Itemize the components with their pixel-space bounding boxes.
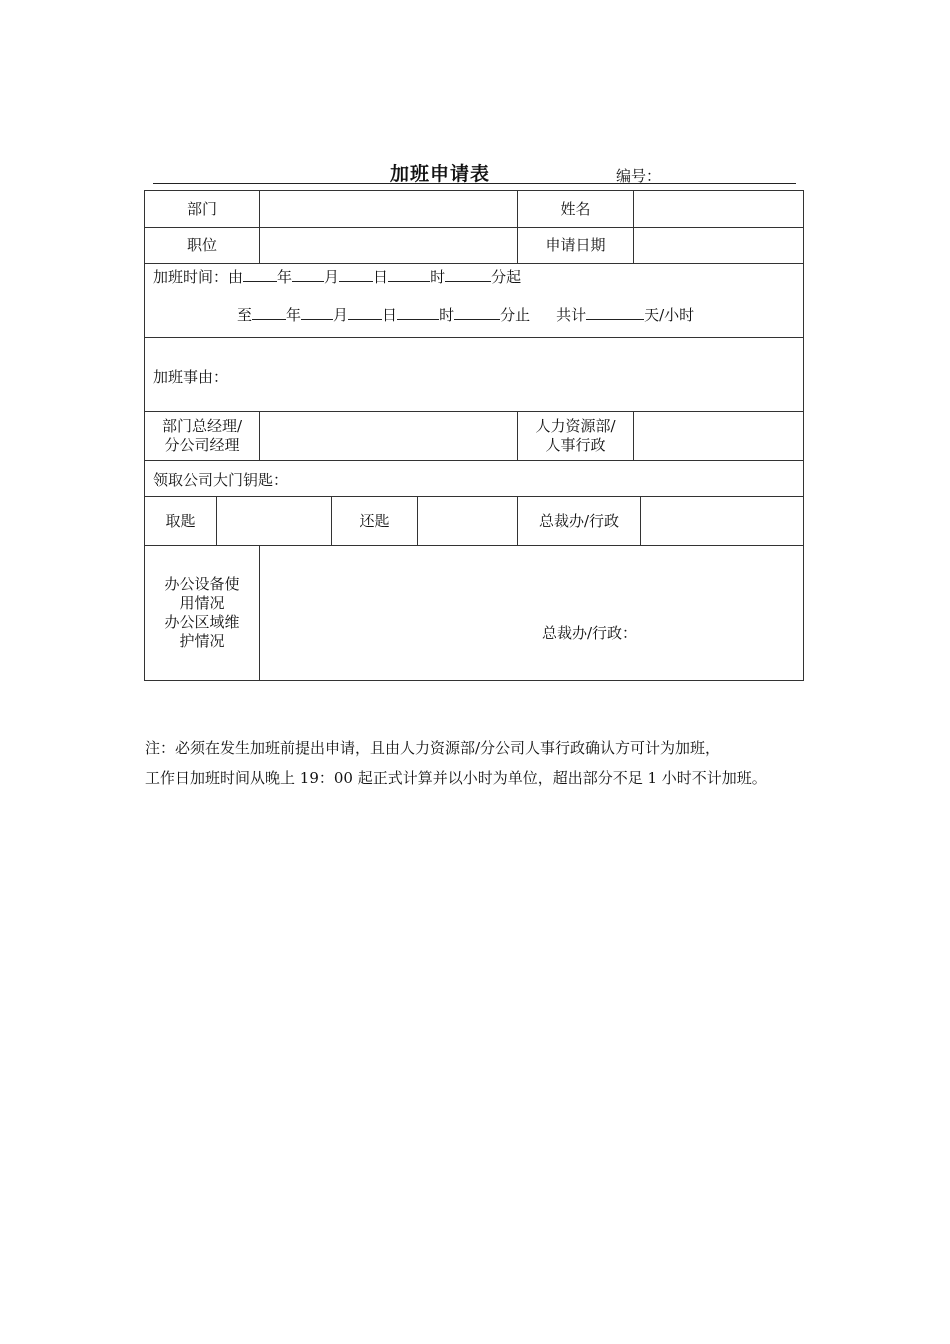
end-minute-blank[interactable] — [454, 305, 500, 320]
start-hour-blank[interactable] — [388, 267, 430, 282]
day-unit: 日 — [382, 306, 398, 324]
take-key-field[interactable] — [217, 497, 332, 545]
total-label: 共计 — [556, 306, 587, 324]
department-label: 部门 — [145, 191, 260, 227]
row-equipment — [145, 546, 803, 680]
overtime-form-table — [144, 190, 804, 681]
hour-unit: 时 — [430, 268, 446, 286]
end-hour-blank[interactable] — [397, 305, 439, 320]
position-label: 职位 — [145, 228, 260, 263]
row-approvals — [145, 412, 803, 461]
name-label: 姓名 — [518, 191, 634, 227]
row-key-heading — [145, 461, 803, 497]
overtime-start-line[interactable] — [153, 266, 521, 287]
apply-date-field[interactable] — [634, 228, 804, 263]
dept-manager-sign-field[interactable] — [260, 412, 518, 460]
end-year-blank[interactable] — [252, 305, 286, 320]
hr-label-line1: 人力资源部/ — [535, 417, 616, 435]
dept-manager-label-line2: 分公司经理 — [164, 436, 240, 454]
footnote — [145, 733, 825, 793]
row-key-details — [145, 497, 803, 546]
dept-manager-label — [145, 412, 260, 460]
row-department-name — [145, 191, 803, 228]
form-title: 加班申请表 — [390, 163, 491, 185]
total-unit: 天/小时 — [644, 306, 695, 324]
department-field[interactable] — [260, 191, 518, 227]
start-day-blank[interactable] — [339, 267, 373, 282]
month-unit: 月 — [324, 268, 340, 286]
start-month-blank[interactable] — [292, 267, 324, 282]
start-year-blank[interactable] — [243, 267, 277, 282]
year-unit: 年 — [286, 306, 302, 324]
month-unit: 月 — [333, 306, 349, 324]
president-office-sign-label: 总裁办/行政： — [542, 624, 638, 642]
take-key-label: 取匙 — [145, 497, 217, 545]
total-blank[interactable] — [586, 305, 644, 320]
equipment-label-line3: 办公区域维 — [164, 613, 240, 631]
footnote-line2: 工作日加班时间从晚上 19：00 起正式计算并以小时为单位，超出部分不足 1 小时不计加班。 — [145, 769, 767, 787]
apply-date-label: 申请日期 — [518, 228, 634, 263]
equipment-label-line4: 护情况 — [179, 632, 225, 650]
row-position-date — [145, 228, 803, 264]
equipment-label-line1: 办公设备使 — [164, 575, 240, 593]
hr-label — [518, 412, 634, 460]
equipment-label-line2: 用情况 — [179, 594, 225, 612]
hr-sign-field[interactable] — [634, 412, 804, 460]
end-day-blank[interactable] — [348, 305, 382, 320]
footnote-line1: 注：必须在发生加班前提出申请，且由人力资源部/分公司人事行政确认方可计为加班， — [145, 739, 721, 757]
title-underline — [153, 183, 796, 184]
overtime-time-label: 加班时间：由 — [153, 268, 244, 286]
hr-label-line2: 人事行政 — [545, 436, 606, 454]
equipment-field[interactable] — [260, 546, 804, 680]
key-label: 领取公司大门钥匙： — [153, 471, 289, 489]
return-key-label: 还匙 — [332, 497, 418, 545]
president-office-field[interactable] — [641, 497, 804, 545]
president-office-label: 总裁办/行政 — [518, 497, 641, 545]
hour-unit: 时 — [439, 306, 455, 324]
start-minute-blank[interactable] — [445, 267, 491, 282]
to-label: 至 — [237, 306, 253, 324]
equipment-label — [145, 546, 260, 680]
serial-number-label: 编号： — [616, 167, 662, 185]
position-field[interactable] — [260, 228, 518, 263]
overtime-end-line[interactable] — [237, 304, 694, 325]
row-overtime-time — [145, 264, 803, 338]
end-month-blank[interactable] — [301, 305, 333, 320]
row-overtime-reason — [145, 338, 803, 412]
day-unit: 日 — [373, 268, 389, 286]
year-unit: 年 — [277, 268, 293, 286]
name-field[interactable] — [634, 191, 804, 227]
return-key-field[interactable] — [418, 497, 518, 545]
dept-manager-label-line1: 部门总经理/ — [161, 417, 243, 435]
reason-label: 加班事由： — [153, 368, 229, 386]
minute-start-unit: 分起 — [491, 268, 522, 286]
reason-field[interactable] — [235, 338, 803, 411]
minute-end-unit: 分止 — [500, 306, 531, 324]
